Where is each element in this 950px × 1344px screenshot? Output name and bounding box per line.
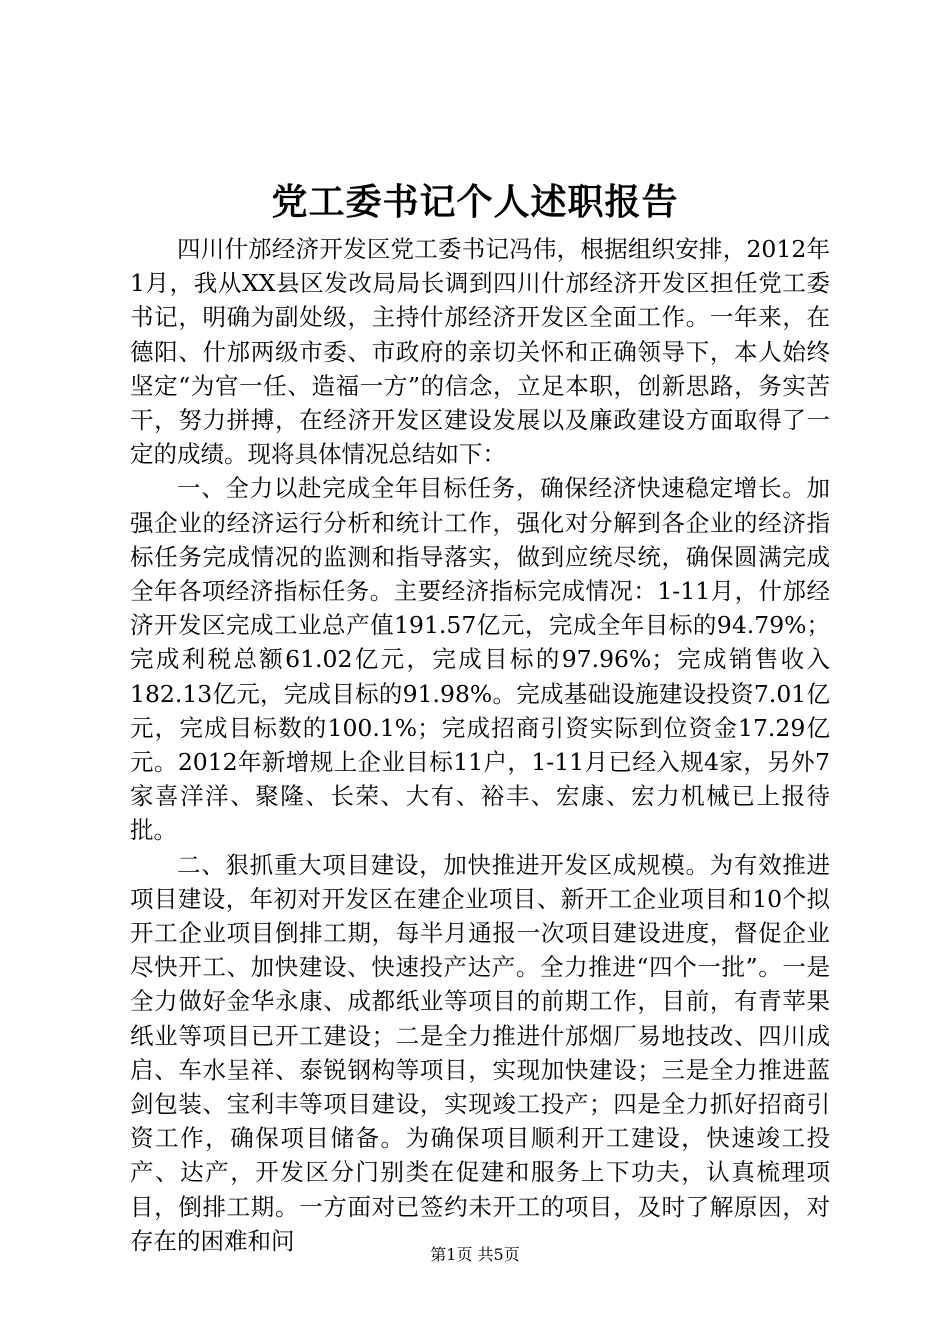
document-title: 党工委书记个人述职报告 [271, 181, 679, 223]
paragraph-section-two: 二、狠抓重大项目建设，加快推进开发区成规模。为有效推进项目建设，年初对开发区在建企业项目、新开工企业项目和10个拟开工企业项目倒排工期，每半月通报一次项目建设进度，督促企业尽快开工、加快建设、快速投产达产。全力推进“四个一批”。一是全力做好金华永康、成都纸业等项目的前期工作，目前，有青苹果纸业等项目已开工建设；二是全力推进什邡烟厂易地技改、四川成启、车水呈祥、泰锐钢构等项目，实现加快建设；三是全力推进蓝剑包装、宝利丰等项目建设，实现竣工投产；四是全力抓好招商引资工作，确保项目储备。为确保项目顺利开工建设，快速竣工投产、达产，开发区分门别类在促建和服务上下功夫，认真梳理项目，倒排工期。一方面对已签约未开工的项目，及时了解原因，对存在的困难和问 [130, 850, 830, 1255]
paragraph-section-one: 一、全力以赴完成全年目标任务，确保经济快速稳定增长。加强企业的经济运行分析和统计工作，强化对分解到各企业的经济指标任务完成情况的监测和指导落实，做到应统尽统，确保圆满完成全年各项经济指标任务。主要经济指标完成情况：1-11月，什邡经济开发区完成工业总产值191.57亿元，完成全年目标的94.79%；完成利税总额61.02亿元，完成目标的97.96%；完成销售收入182.13亿元，完成目标的91.98%。完成基础设施建设投资7.01亿元，完成目标数的100.1%；完成招商引资实际到位资金17.29亿元。2012年新增规上企业目标11户，1-11月已经入规4家，另外7家喜洋洋、聚隆、长荣、大有、裕丰、宏康、宏力机械已上报待批。 [130, 474, 830, 845]
paragraph-intro: 四川什邡经济开发区党工委书记冯伟，根据组织安排，2012年1月，我从XX县区发改局局长调到四川什邡经济开发区担任党工委书记，明确为副处级，主持什邡经济开发区全面工作。一年来，在德阳、什邡两级市委、市政府的亲切关怀和正确领导下，本人始终坚定“为官一任、造福一方”的信念，立足本职，创新思路，务实苦干，努力拼搏，在经济开发区建设发展以及廉政建设方面取得了一定的成绩。现将具体情况总结如下： [130, 235, 830, 469]
document-body [130, 232, 830, 1258]
page-footer: 第1页 共5页 [430, 1245, 520, 1264]
